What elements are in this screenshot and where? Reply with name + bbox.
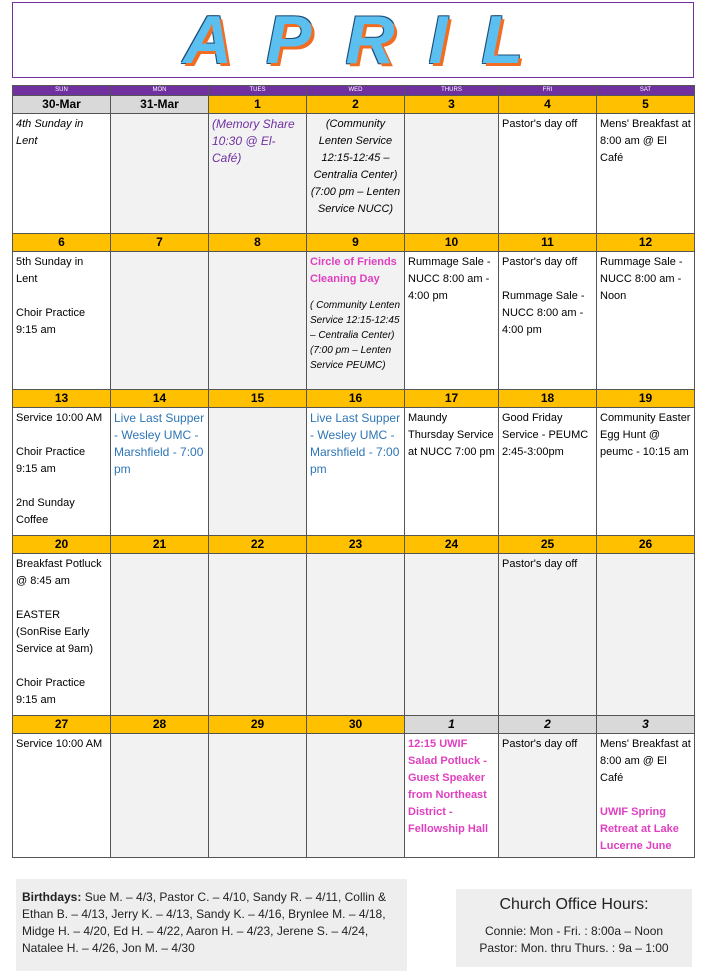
event: 5th Sunday in Lent: [16, 256, 84, 285]
day-cell: [111, 252, 209, 390]
day-cell: [405, 252, 499, 390]
day-cell: [307, 734, 405, 858]
day-number: 3: [597, 716, 695, 734]
event: Mens' Breakfast at 8:00 am @ El Café: [600, 118, 691, 164]
week-body-row: [13, 734, 695, 858]
event: Pastor's day off: [502, 256, 578, 268]
day-name: SAT: [597, 86, 695, 96]
office-hours-pastor: Pastor: Mon. thru Thurs. : 9a – 1:00: [479, 941, 669, 955]
day-number: 1: [209, 96, 307, 114]
event: Rummage Sale - NUCC 8:00 am - 4:00 pm: [502, 290, 585, 336]
day-cell: [307, 114, 405, 234]
event: Mens' Breakfast at 8:00 am @ El Café: [600, 738, 691, 784]
event: Good Friday Service - PEUMC 2:45-3:00pm: [502, 412, 589, 458]
event: 12:15 UWIF Salad Potluck - Guest Speaker from Northeast District - Fellowship Hall: [408, 738, 489, 835]
event: (Community Lenten Service 12:15-12:45 – Centralia Center) (7:00 pm – Lenten Service NUCC): [310, 118, 401, 215]
event: Breakfast Potluck @ 8:45 am: [16, 558, 102, 587]
week-body-row: [13, 114, 695, 234]
event: Circle of Friends Cleaning Day: [310, 256, 397, 285]
day-cell: [307, 554, 405, 716]
day-cell: [499, 408, 597, 536]
event: Pastor's day off: [502, 118, 578, 130]
day-number: 16: [307, 390, 405, 408]
day-cell: [597, 554, 695, 716]
office-hours-title: Church Office Hours:: [499, 896, 649, 913]
day-cell: [111, 114, 209, 234]
day-cell: [597, 114, 695, 234]
day-number: 18: [499, 390, 597, 408]
day-number: 14: [111, 390, 209, 408]
day-number: 11: [499, 234, 597, 252]
birthdays-box: [16, 879, 407, 971]
day-cell: [499, 734, 597, 858]
day-cell: [209, 554, 307, 716]
day-number: 2: [499, 716, 597, 734]
event: Pastor's day off: [502, 558, 578, 570]
day-cell: [111, 734, 209, 858]
event: Community Easter Egg Hunt @ peumc - 10:15 am: [600, 412, 691, 458]
day-number: 20: [13, 536, 111, 554]
birthdays-label: Birthdays:: [22, 890, 82, 904]
day-number: 30-Mar: [13, 96, 111, 114]
week-number-row: [13, 390, 695, 408]
day-number: 7: [111, 234, 209, 252]
day-cell: [111, 408, 209, 536]
week-body-row: [13, 252, 695, 390]
day-number: 1: [405, 716, 499, 734]
day-number: 4: [499, 96, 597, 114]
event: 2nd Sunday Coffee: [16, 497, 75, 526]
event: Choir Practice 9:15 am: [16, 677, 86, 706]
day-number: 9: [307, 234, 405, 252]
day-cell: [597, 734, 695, 858]
day-number: 21: [111, 536, 209, 554]
day-cell: [597, 252, 695, 390]
week-body-row: [13, 554, 695, 716]
week-body-row: [13, 408, 695, 536]
day-cell: [499, 554, 597, 716]
week-number-row: [13, 716, 695, 734]
event: UWIF Spring Retreat at Lake Lucerne June: [600, 806, 679, 852]
event: Rummage Sale - NUCC 8:00 am - Noon: [600, 256, 683, 302]
birthdays-list: Sue M. – 4/3, Pastor C. – 4/10, Sandy R. – 4/11, Collin & Ethan B. – 4/13, Jerry K. – 4/13, Sandy K. – 4/16, Brynlee M. – 4/18, Midge H. – 4/20, Ed H. – 4/22, Aaron H. – 4/23, Jerene S. – 4/24, Natalee H. – 4/26, Jon M. – 4/30: [22, 890, 386, 955]
day-number: 29: [209, 716, 307, 734]
day-number: 5: [597, 96, 695, 114]
day-number: 25: [499, 536, 597, 554]
event: Rummage Sale - NUCC 8:00 am - 4:00 pm: [408, 256, 491, 302]
day-cell: [405, 114, 499, 234]
day-name-row: [13, 86, 695, 96]
day-cell: [307, 252, 405, 390]
day-name: FRI: [499, 86, 597, 96]
event: Choir Practice 9:15 am: [16, 307, 86, 336]
day-number: 8: [209, 234, 307, 252]
day-cell: [597, 408, 695, 536]
day-name: THURS: [405, 86, 499, 96]
day-cell: [111, 554, 209, 716]
event: 4th Sunday in Lent: [16, 118, 84, 147]
event: EASTER (SonRise Early Service at 9am): [16, 609, 94, 655]
day-cell: [13, 408, 111, 536]
day-number: 23: [307, 536, 405, 554]
day-number: 24: [405, 536, 499, 554]
event: ( Community Lenten Service 12:15-12:45 – Centralia Center) (7:00 pm – Lenten Service PEUMC): [310, 300, 401, 371]
day-cell: [499, 252, 597, 390]
day-number: 26: [597, 536, 695, 554]
day-number: 28: [111, 716, 209, 734]
day-number: 2: [307, 96, 405, 114]
day-cell: [405, 408, 499, 536]
day-number: 27: [13, 716, 111, 734]
event: Live Last Supper - Wesley UMC - Marshfield - 7:00 pm: [114, 411, 205, 476]
week-number-row: [13, 536, 695, 554]
calendar-grid: [12, 85, 695, 858]
day-cell: [405, 554, 499, 716]
day-number: 31-Mar: [111, 96, 209, 114]
day-number: 10: [405, 234, 499, 252]
day-number: 17: [405, 390, 499, 408]
day-cell: [499, 114, 597, 234]
day-cell: [209, 408, 307, 536]
event: Service 10:00 AM: [16, 738, 103, 750]
day-cell: [13, 114, 111, 234]
day-cell: [209, 114, 307, 234]
day-number: 13: [13, 390, 111, 408]
day-number: 22: [209, 536, 307, 554]
day-number: 3: [405, 96, 499, 114]
event: Pastor's day off: [502, 738, 578, 750]
day-number: 6: [13, 234, 111, 252]
month-title: APRIL: [183, 2, 557, 78]
week-number-row: [13, 234, 695, 252]
day-name: MON: [111, 86, 209, 96]
day-cell: [13, 252, 111, 390]
day-cell: [209, 252, 307, 390]
week-number-row: [13, 96, 695, 114]
day-number: 19: [597, 390, 695, 408]
event: (Memory Share 10:30 @ El-Café): [212, 117, 295, 165]
office-hours-box: [456, 889, 692, 967]
day-cell: [209, 734, 307, 858]
day-name: TUES: [209, 86, 307, 96]
day-cell: [13, 734, 111, 858]
event: Maundy Thursday Service at NUCC 7:00 pm: [408, 412, 495, 458]
event: Service 10:00 AM: [16, 412, 103, 424]
day-name: WED: [307, 86, 405, 96]
event: Live Last Supper - Wesley UMC - Marshfield - 7:00 pm: [310, 411, 401, 476]
day-cell: [13, 554, 111, 716]
day-number: 12: [597, 234, 695, 252]
day-cell: [405, 734, 499, 858]
office-hours-connie: Connie: Mon - Fri. : 8:00a – Noon: [484, 924, 664, 938]
title-box: [12, 2, 694, 78]
day-cell: [307, 408, 405, 536]
day-number: 30: [307, 716, 405, 734]
day-number: 15: [209, 390, 307, 408]
day-name: SUN: [13, 86, 111, 96]
event: Choir Practice 9:15 am: [16, 446, 86, 475]
